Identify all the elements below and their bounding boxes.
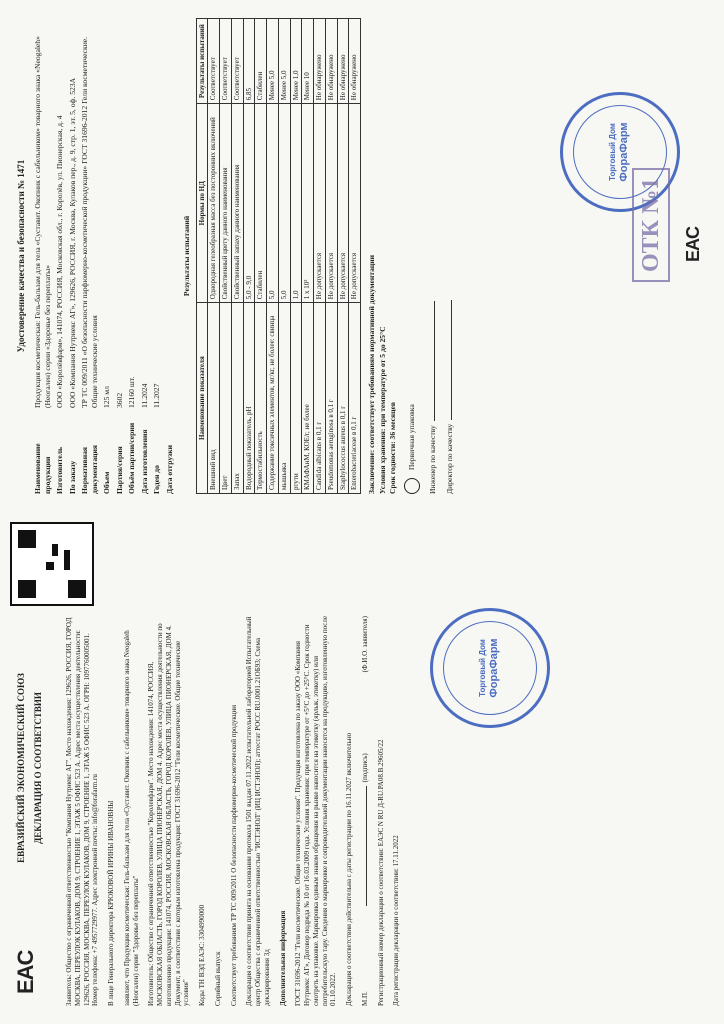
table-cell: 5,0 - 9,0 — [243, 104, 255, 303]
certificate-field-label: Партия/серия — [114, 446, 124, 494]
signature-label: (подпись) — [360, 753, 369, 783]
certificate-field-label: Изготовитель — [55, 446, 65, 494]
table-cell: Enterobacteriaceae в 0,1 г — [349, 303, 361, 494]
certificate-field-value: 125 мл — [102, 386, 112, 408]
packaging-row — [404, 18, 420, 494]
stamp-name2: ФораФарм — [488, 638, 501, 698]
certificate-field-row — [68, 18, 77, 494]
certificate-field-label: По заказу — [67, 460, 77, 494]
table-cell: Термостабильность — [255, 303, 267, 494]
registration-number: Регистрационный номер декларации о соответствии: ЕАЭС N RU Д-RU.РА08.В.29605/22 — [376, 739, 385, 1006]
table-cell: Стабилен — [255, 19, 267, 104]
stamp-name1: Торговый Дом — [608, 123, 618, 181]
certificate-field-label: Годен до — [152, 465, 162, 494]
table-cell: Соответствует — [208, 19, 220, 104]
packaging-label: Первичная упаковка — [406, 404, 416, 471]
certificate-fields — [33, 18, 174, 494]
table-row — [208, 19, 220, 494]
table-cell: Не допускается — [314, 104, 326, 303]
quality-engineer-label: Инженер по качеству — [427, 425, 437, 494]
table-row — [231, 19, 243, 494]
certificate-field-label: Дата изготовления — [139, 429, 149, 494]
table-cell: Соответствует — [220, 19, 232, 104]
table-row — [337, 19, 349, 494]
declares-text: заявляет, что Продукция косметическая: Гель-бальзам для тела «Суставит. Окопник с сабельником» товарного знака Neogaleh (Неогален) серии "Здоровье без переплаты" — [122, 630, 140, 1006]
table-cell: Содержание токсичных элементов, мг/кг, не более: свинца — [267, 303, 279, 494]
company-stamp-declaration — [430, 608, 550, 728]
applicant-text: Заявитель: Общество с ограниченной ответственностью "Компания Нутриекс АГ". Место нахождения: 129626, РОССИЯ, ГОРОД МОСКВА, ПЕРЕУЛОК КУЛАКОВ, ДОМ 9, СТРОЕНИЕ 1, ЭТАЖ 5 ОФИС 523 А. Адрес места осуществления деятельности: 129626, РОССИЯ, МОСКВА, ПЕРЕУЛОК КУЛАКОВ, ДОМ 9, СТРОЕНИЕ 1, ЭТАЖ 5 ОФИС 523 А. ОГРН: 1097760005001. Номер телефона: +7 4957729977. Адрес электронной почты: info@forafarm.ru — [65, 617, 100, 1006]
certificate-field-value: 3602 — [114, 392, 124, 408]
table-cell: Менее 5,0 — [267, 19, 279, 104]
recycle-icon — [404, 478, 420, 494]
certificate-field-value: 12160 шт. — [127, 376, 137, 408]
table-cell: Цвет — [220, 303, 232, 494]
conclusion-text: Заключение: соответствует требованиям нормативной документации — [367, 254, 377, 494]
otk-stamp: ОТК №1 — [632, 168, 670, 282]
certificate-field-label: Нормативная документация — [80, 445, 99, 494]
quality-director-row — [445, 18, 454, 494]
table-row — [302, 19, 314, 494]
table-cell: Соответствует — [231, 19, 243, 104]
table-cell: Свойственный цвету данного наименования — [220, 104, 232, 303]
validity-text: Декларация о соответствии действительна с даты регистрации по 16.11.2027 включительно — [345, 732, 353, 1006]
certificate-field-value: ТР ТС 009/2011 «О безопасности парфюмерно-косметической продукции» ГОСТ 31696-2012 Гели косметические. Общие технические условия — [80, 36, 99, 408]
table-cell: Менее 10 — [302, 19, 314, 104]
table-row — [278, 19, 290, 494]
certificate-field-value: Продукция косметическая: Гель-бальзам для тела «Суставит. Окопник с сабельником» товарного знака «Neogaleh» (Неогален) серии «Здоровье без переплаты» — [33, 36, 52, 408]
certificate-field-row — [152, 18, 161, 494]
table-header: Нормы по НД — [196, 104, 208, 303]
table-cell: 5,0 — [267, 104, 279, 303]
table-row — [325, 19, 337, 494]
table-cell: Запах — [231, 303, 243, 494]
certificate-field-row — [140, 18, 149, 494]
table-cell: Не обнаружено — [349, 19, 361, 104]
additional-text: ГОСТ 31696-2012 "Гели косметические. Общие технические условия". Продукция изготовлена по заказу ООО «Компания Нутриекс АГ», Договор подряда № 10 от 16.03.2009 года. Условия хранения: при температуре от +5°С до +25°С. Срок годности смотреть на упаковке. Маркировка единым знаком обращения на рынке наносится на этикетку (ярлык, этикетку) или потребительскую тару. Сведения о маркировке и сопроводительной документации наносятся на продукцию, изготовленную после 01.10.2022. — [294, 615, 338, 1006]
batch-type: Серийный выпуск — [213, 951, 222, 1006]
table-cell: Не обнаружено — [337, 19, 349, 104]
certificate-title: Удостоверение качества и безопасности № 1471 — [16, 159, 26, 353]
table-cell: Candida albicans в 0,1 г — [314, 303, 326, 494]
table-row — [255, 19, 267, 494]
table-cell: 5,0 — [278, 104, 290, 303]
eac-mark-declaration: EAC — [13, 950, 38, 994]
table-cell: Не допускается — [325, 104, 337, 303]
table-cell: Менее 1,0 — [290, 19, 302, 104]
declaration-page — [0, 512, 724, 1024]
results-table — [196, 18, 362, 494]
table-cell: Однородная гелеобразная масса без посторонних включений — [208, 104, 220, 303]
certificate-field-value: ООО «Королёвфарм», 141074, РОССИЯ, Московская обл., г. Королёв, ул. Пионерская, д. 4 — [55, 115, 65, 408]
certificate-field-row — [127, 18, 136, 494]
table-header: Наименование показателя — [196, 303, 208, 494]
table-cell: мышьяка — [278, 303, 290, 494]
tnved-code: Коды ТН ВЭД ЕАЭС: 3304990000 — [198, 904, 206, 1006]
table-cell: Staphylococcus aureus в 0,1 г — [337, 303, 349, 494]
certificate-field-label: Объём партии/серии — [127, 422, 137, 494]
certificate-field-row — [165, 18, 174, 494]
certificate-field-value: 11.2024 — [139, 383, 149, 408]
certificate-field-row — [80, 18, 99, 494]
manufacturer-text: Изготовитель: Общество с ограниченной ответственностью "Королевфарм". Место нахождения: 141074, РОССИЯ, МОСКОВСКАЯ ОБЛАСТЬ, ГОРОД КОРОЛЕВ, УЛИЦА ПИОНЕРСКАЯ, ДОМ 4. Адрес места осуществления деятельности по изготовлению продукции: 141074, РОССИЯ, МОСКОВСКАЯ ОБЛАСТЬ, ГОРОД КОРОЛЕВ, УЛИЦА ПИОНЕРСКАЯ, ДОМ 4. Документ, в соответствии с которым изготовлена продукция: ГОСТ 31696-2012 "Гели косметические. Общие технические условия" — [147, 623, 191, 1006]
table-cell: 6,85 — [243, 19, 255, 104]
quality-director-label: Директор по качеству — [444, 423, 454, 494]
table-cell: ртути — [290, 303, 302, 494]
table-row — [243, 19, 255, 494]
conformity-text: Соответствует требованиям ТР ТС 009/2011 О безопасности парфюмерно-косметической продукции — [229, 704, 238, 1006]
certificate-field-row — [33, 18, 52, 494]
table-cell: Не обнаружено — [325, 19, 337, 104]
additional-title: Дополнительная информация — [278, 910, 287, 1006]
stamp-name1: Торговый Дом — [478, 639, 488, 697]
table-cell: Водородный показатель, pH — [243, 303, 255, 494]
certificate-field-label: Дата отгрузки — [164, 445, 174, 494]
table-cell: Не допускается — [349, 104, 361, 303]
qr-code-icon — [10, 522, 94, 606]
table-header: Результаты испытаний — [196, 19, 208, 104]
table-row — [290, 19, 302, 494]
certificate-field-label: Наименование продукции — [33, 443, 52, 494]
results-title: Результаты испытаний — [182, 215, 192, 297]
certificate-field-row — [102, 18, 111, 494]
table-cell: Не допускается — [337, 104, 349, 303]
table-cell: Pseudomonas aeruginosa в 0,1 г — [325, 303, 337, 494]
table-row — [220, 19, 232, 494]
quality-engineer-row — [428, 18, 437, 494]
declaration-title: ДЕКЛАРАЦИЯ О СООТВЕТСТВИИ — [33, 692, 44, 844]
basis-text: Декларация о соответствии принята на основании протокола 1501 выдан 07.11.2022 испытательной лабораторией Испытательный центр Общества с ограниченной ответственностью "ИСТЭНОЛ" (ИЦ ИСТЭНОЛ); аттестат РОСС RU.0001.21ОБ93; Схема декларирования 3д — [245, 616, 271, 1006]
registration-date: Дата регистрации декларации о соответствии: 17.11.2022 — [392, 835, 401, 1006]
table-cell: Свойственный запаху данного наименования — [231, 104, 243, 303]
table-cell: 1,0 — [290, 104, 302, 303]
table-cell: Не обнаружено — [314, 19, 326, 104]
table-cell: КМАФАнМ, КОЕ/г, не более — [302, 303, 314, 494]
signature-row — [361, 616, 370, 1006]
stamp-name2: ФораФарм — [618, 122, 631, 182]
table-cell: Менее 5,0 — [278, 19, 290, 104]
certificate-field-label: Объем — [102, 471, 112, 494]
eac-mark-certificate: EAC — [683, 226, 703, 262]
shelf-life-text: Срок годности: 36 месяцев — [388, 402, 398, 494]
table-cell: 1 х 10³ — [302, 104, 314, 303]
certificate-field-value: ООО «Компания Нутриекс АГ», 129626, РОССИЯ, г. Москва, Кулаков пер., д. 9, стр. 1, эт. 5, оф. 523А — [67, 77, 77, 408]
certificate-field-row — [115, 18, 124, 494]
table-row — [314, 19, 326, 494]
mp-label: М.П. — [360, 991, 369, 1006]
certificate-field-value — [165, 18, 174, 408]
certificate-field-value: 11.2027 — [152, 383, 162, 408]
table-row — [267, 19, 279, 494]
table-row — [349, 19, 361, 494]
table-cell: Стабилен — [255, 104, 267, 303]
declaration-union: ЕВРАЗИЙСКИЙ ЭКОНОМИЧЕСКИЙ СОЮЗ — [16, 673, 26, 863]
director-text: В лице Генерального директора КРЮКОВОЙ ИРИНЫ ИВАНОВНЫ — [107, 800, 115, 1006]
table-cell: Внешний вид — [208, 303, 220, 494]
fio-label: (Ф.И.О. заявителя) — [360, 616, 369, 673]
certificate-field-row — [55, 18, 64, 494]
storage-text: Условия хранения: при температуре от 5 до 25°С — [377, 326, 387, 494]
